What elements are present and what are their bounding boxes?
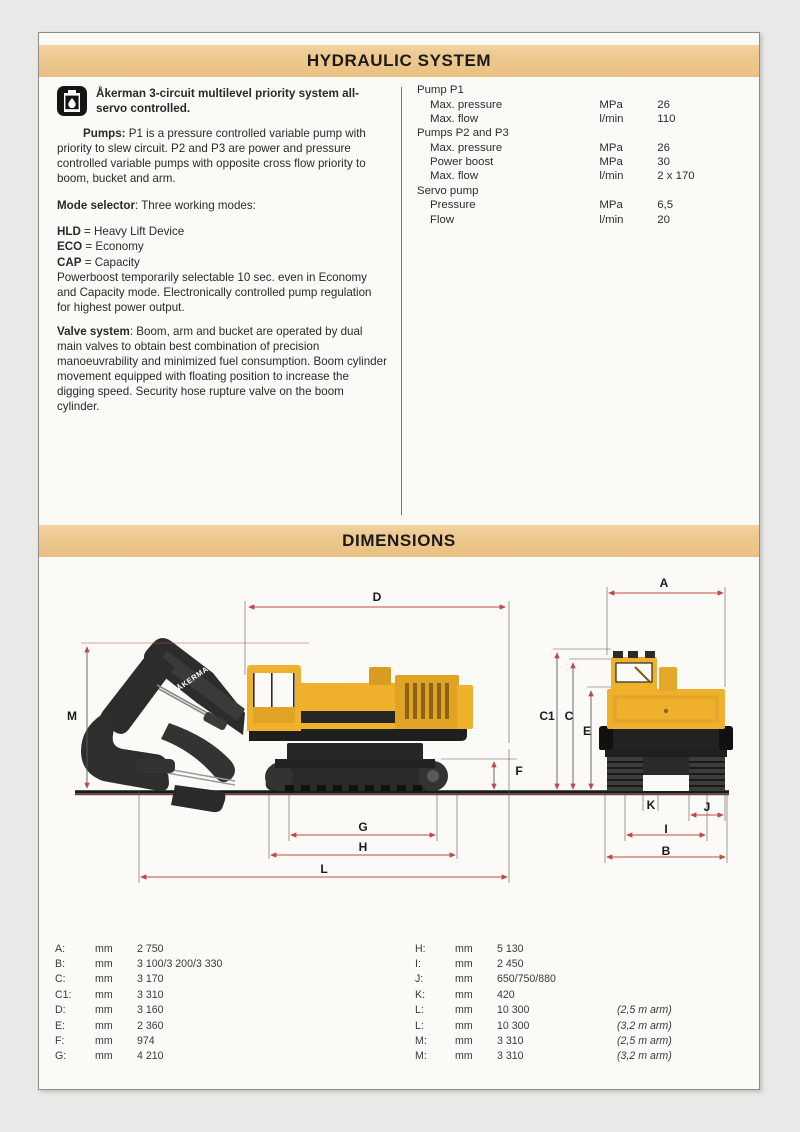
dimension-row <box>55 972 385 987</box>
dimension-value: 3 170 <box>137 973 164 986</box>
side-view-undercarriage <box>265 743 448 791</box>
mode-selector-label: Mode selector <box>57 198 135 212</box>
excavator-dimension-drawing <box>39 563 760 903</box>
dimension-row <box>415 941 745 956</box>
dimension-key: C1: <box>55 988 72 1001</box>
spec-value <box>657 184 737 198</box>
spec-row <box>417 97 737 111</box>
spec-label: Pumps P2 and P3 <box>417 127 509 140</box>
dimension-unit: mm <box>95 1019 113 1032</box>
spec-label: Flow <box>430 213 455 226</box>
dimension-value: 420 <box>497 988 515 1001</box>
spec-row <box>417 155 737 169</box>
dimension-note <box>257 972 385 987</box>
dimension-note <box>617 972 745 987</box>
dim-label-H: H <box>358 840 368 854</box>
dimension-key: K: <box>415 988 426 1001</box>
dimension-value: 2 750 <box>137 942 164 955</box>
dimension-unit: mm <box>455 958 473 971</box>
front-view-cab <box>611 651 677 691</box>
mode-desc-hld: = Heavy Lift Device <box>80 225 185 239</box>
dimension-note <box>257 1049 385 1064</box>
dimension-unit: mm <box>95 1034 113 1047</box>
valve-system-text: : Boom, arm and bucket are operated by dual main valves to obtain best combination of precision manoeuvrability and minimized fuel consumption. Boom cylinder movement equipped with floating position to increase the digging speed. Security hose rupture valve on the boom cylinder. <box>57 324 387 414</box>
dimensions-table-right <box>415 941 745 1064</box>
mode-item-hld <box>57 224 387 239</box>
spec-value: 26 <box>657 98 670 111</box>
hydraulic-reservoir-icon <box>57 86 87 116</box>
spec-unit <box>599 184 657 198</box>
dim-label-G: G <box>358 820 368 834</box>
dimension-row <box>55 1003 385 1018</box>
hydraulic-spec-table <box>417 83 737 227</box>
dimension-unit: mm <box>95 942 113 955</box>
dimension-note <box>617 956 745 971</box>
pumps-text: P1 is a pressure controlled variable pump with priority to slew circuit. P2 and P3 are power and pressure controlled variable pumps with opposite cross flow priority to boom, bucket and arm. <box>57 126 366 186</box>
spec-value <box>657 126 737 140</box>
dimension-key: L: <box>415 1019 424 1032</box>
dimension-key: M: <box>415 1050 427 1063</box>
dimension-note: (3,2 m arm) <box>617 1050 672 1063</box>
mode-desc-cap: = Capacity <box>81 255 140 269</box>
dim-label-F: F <box>515 764 523 778</box>
spec-unit: MPa <box>599 199 623 212</box>
dimension-value: 5 130 <box>497 942 524 955</box>
mode-selector-text: : Three working modes: <box>134 198 256 212</box>
dimension-unit: mm <box>455 1019 473 1032</box>
dimension-row <box>415 1049 745 1064</box>
dimension-row <box>415 987 745 1002</box>
dimension-note <box>257 987 385 1002</box>
dimensions-header: DIMENSIONS <box>39 525 759 557</box>
dimension-key: F: <box>55 1034 65 1047</box>
spec-label: Pump P1 <box>417 84 464 97</box>
front-view-body <box>599 689 733 750</box>
side-view-cab <box>247 665 301 731</box>
dimension-key: A: <box>55 942 66 955</box>
hydraulic-system-section <box>39 83 759 523</box>
dimension-note <box>617 941 745 956</box>
dimension-unit: mm <box>455 1050 473 1063</box>
dimension-value: 10 300 <box>497 1004 530 1017</box>
dimension-key: E: <box>55 1019 66 1032</box>
dimension-key: L: <box>415 1004 424 1017</box>
front-view-machine <box>599 651 733 791</box>
spec-value: 110 <box>657 112 676 125</box>
dimension-note <box>617 987 745 1002</box>
spec-table <box>417 83 737 227</box>
dimension-row <box>415 956 745 971</box>
dimension-unit: mm <box>95 973 113 986</box>
side-view-dimension-lines <box>81 601 517 883</box>
valve-system-paragraph <box>57 324 387 414</box>
dim-label-J: J <box>703 800 711 814</box>
dimension-row <box>55 956 385 971</box>
dimension-note <box>257 1003 385 1018</box>
dimension-row <box>415 1018 745 1033</box>
spec-label: Servo pump <box>417 184 479 197</box>
dimension-unit: mm <box>95 1050 113 1063</box>
dim-label-L: L <box>320 862 328 876</box>
front-view-tracks <box>605 749 727 791</box>
dimension-value: 3 160 <box>137 1004 164 1017</box>
dimension-value: 650/750/880 <box>497 973 556 986</box>
dim-label-C: C <box>564 709 574 723</box>
hydraulic-description-column <box>57 85 387 426</box>
dimension-unit: mm <box>95 1004 113 1017</box>
spec-value <box>657 83 737 97</box>
pumps-paragraph <box>57 126 387 186</box>
dimension-note: (3,2 m arm) <box>617 1019 672 1032</box>
powerboost-paragraph: Powerboost temporarily selectable 10 sec. even in Economy and Capacity mode. Electronically controlled pump regulation for highest power output. <box>57 270 372 314</box>
dimension-note <box>257 1033 385 1048</box>
mode-code-eco: ECO <box>57 240 83 254</box>
dim-label-A: A <box>659 576 669 590</box>
dimension-row <box>415 1033 745 1048</box>
dimension-row <box>55 1049 385 1064</box>
spec-value: 26 <box>657 141 670 154</box>
spec-row <box>417 169 737 183</box>
dimension-note <box>257 941 385 956</box>
brand-label: ÅKERMAN <box>174 660 215 693</box>
hydraulic-system-header: HYDRAULIC SYSTEM <box>39 45 759 77</box>
spec-label: Max. pressure <box>430 98 503 111</box>
spec-value: 30 <box>657 156 670 169</box>
spec-value: 6,5 <box>657 199 674 212</box>
spec-row <box>417 212 737 226</box>
dimension-key: G: <box>55 1050 67 1063</box>
dimension-row <box>415 972 745 987</box>
pumps-label: Pumps: <box>83 126 126 140</box>
dim-label-D: D <box>372 590 382 604</box>
spec-row <box>417 126 737 140</box>
mode-code-hld: HLD <box>57 225 81 239</box>
dimension-key: J: <box>415 973 424 986</box>
spec-row <box>417 184 737 198</box>
mode-item-cap <box>57 255 387 270</box>
dimension-key: D: <box>55 1004 66 1017</box>
dimension-value: 2 450 <box>497 958 524 971</box>
spec-unit: l/min <box>599 170 624 183</box>
spec-label: Max. flow <box>430 170 479 183</box>
dimension-unit: mm <box>455 1034 473 1047</box>
valve-system-label: Valve system <box>57 324 130 338</box>
mode-code-cap: CAP <box>57 255 82 269</box>
dim-label-K: K <box>646 798 656 812</box>
column-divider <box>401 87 402 515</box>
dimension-unit: mm <box>455 942 473 955</box>
dimension-value: 10 300 <box>497 1019 530 1032</box>
dimension-note: (2,5 m arm) <box>617 1004 672 1017</box>
spec-unit: MPa <box>599 141 623 154</box>
side-view-boom <box>81 638 245 812</box>
spec-label: Max. flow <box>430 112 479 125</box>
spec-label: Max. pressure <box>430 141 503 154</box>
dimension-unit: mm <box>95 958 113 971</box>
mode-selector-paragraph <box>57 198 387 213</box>
spec-unit: MPa <box>599 98 623 111</box>
dim-label-E: E <box>582 724 592 738</box>
spec-row <box>417 198 737 212</box>
dimension-value: 974 <box>137 1034 155 1047</box>
dimension-unit: mm <box>455 1004 473 1017</box>
spec-unit: l/min <box>599 213 624 226</box>
dimensions-diagram <box>39 563 760 903</box>
side-view-machine <box>81 638 473 812</box>
dimension-value: 2 360 <box>137 1019 164 1032</box>
spec-row <box>417 83 737 97</box>
spec-row <box>417 141 737 155</box>
dimension-row <box>55 1033 385 1048</box>
dimension-value: 3 310 <box>137 988 164 1001</box>
dimension-note <box>257 956 385 971</box>
dimension-row <box>415 1003 745 1018</box>
spec-label: Pressure <box>430 199 476 212</box>
mode-item-eco <box>57 239 387 254</box>
dimension-note: (2,5 m arm) <box>617 1034 672 1047</box>
ground-line <box>75 792 729 795</box>
dimension-key: B: <box>55 958 66 971</box>
dim-label-C1: C1 <box>539 709 555 723</box>
dimension-value: 3 100/3 200/3 330 <box>137 958 223 971</box>
dim-label-B: B <box>661 844 671 858</box>
dimension-row <box>55 1018 385 1033</box>
dimensions-tables <box>39 941 759 1081</box>
dimension-row <box>55 987 385 1002</box>
dimension-key: H: <box>415 942 426 955</box>
dimension-unit: mm <box>455 988 473 1001</box>
brochure-page <box>38 32 760 1090</box>
dimension-key: I: <box>415 958 421 971</box>
dimension-key: C: <box>55 973 66 986</box>
dimension-unit: mm <box>455 973 473 986</box>
spec-unit <box>599 126 657 140</box>
spec-unit: l/min <box>599 112 624 125</box>
spec-unit <box>599 83 657 97</box>
dimensions-table-left <box>55 941 385 1064</box>
dimension-key: M: <box>415 1034 427 1047</box>
dimension-note <box>257 1018 385 1033</box>
hydraulic-intro-heading: Åkerman 3-circuit multilevel priority system all-servo controlled. <box>96 87 360 116</box>
dimension-row <box>55 941 385 956</box>
dimension-value: 3 310 <box>497 1034 524 1047</box>
spec-row <box>417 112 737 126</box>
spec-label: Power boost <box>430 156 494 169</box>
spec-value: 2 x 170 <box>657 170 695 183</box>
dim-label-M: M <box>67 709 77 723</box>
intro-row <box>57 85 387 117</box>
mode-desc-eco: = Economy <box>82 240 144 254</box>
dim-label-I: I <box>664 822 668 836</box>
dimension-unit: mm <box>95 988 113 1001</box>
dimension-value: 3 310 <box>497 1050 524 1063</box>
dimension-value: 4 210 <box>137 1050 164 1063</box>
spec-unit: MPa <box>599 156 623 169</box>
spec-value: 20 <box>657 213 670 226</box>
